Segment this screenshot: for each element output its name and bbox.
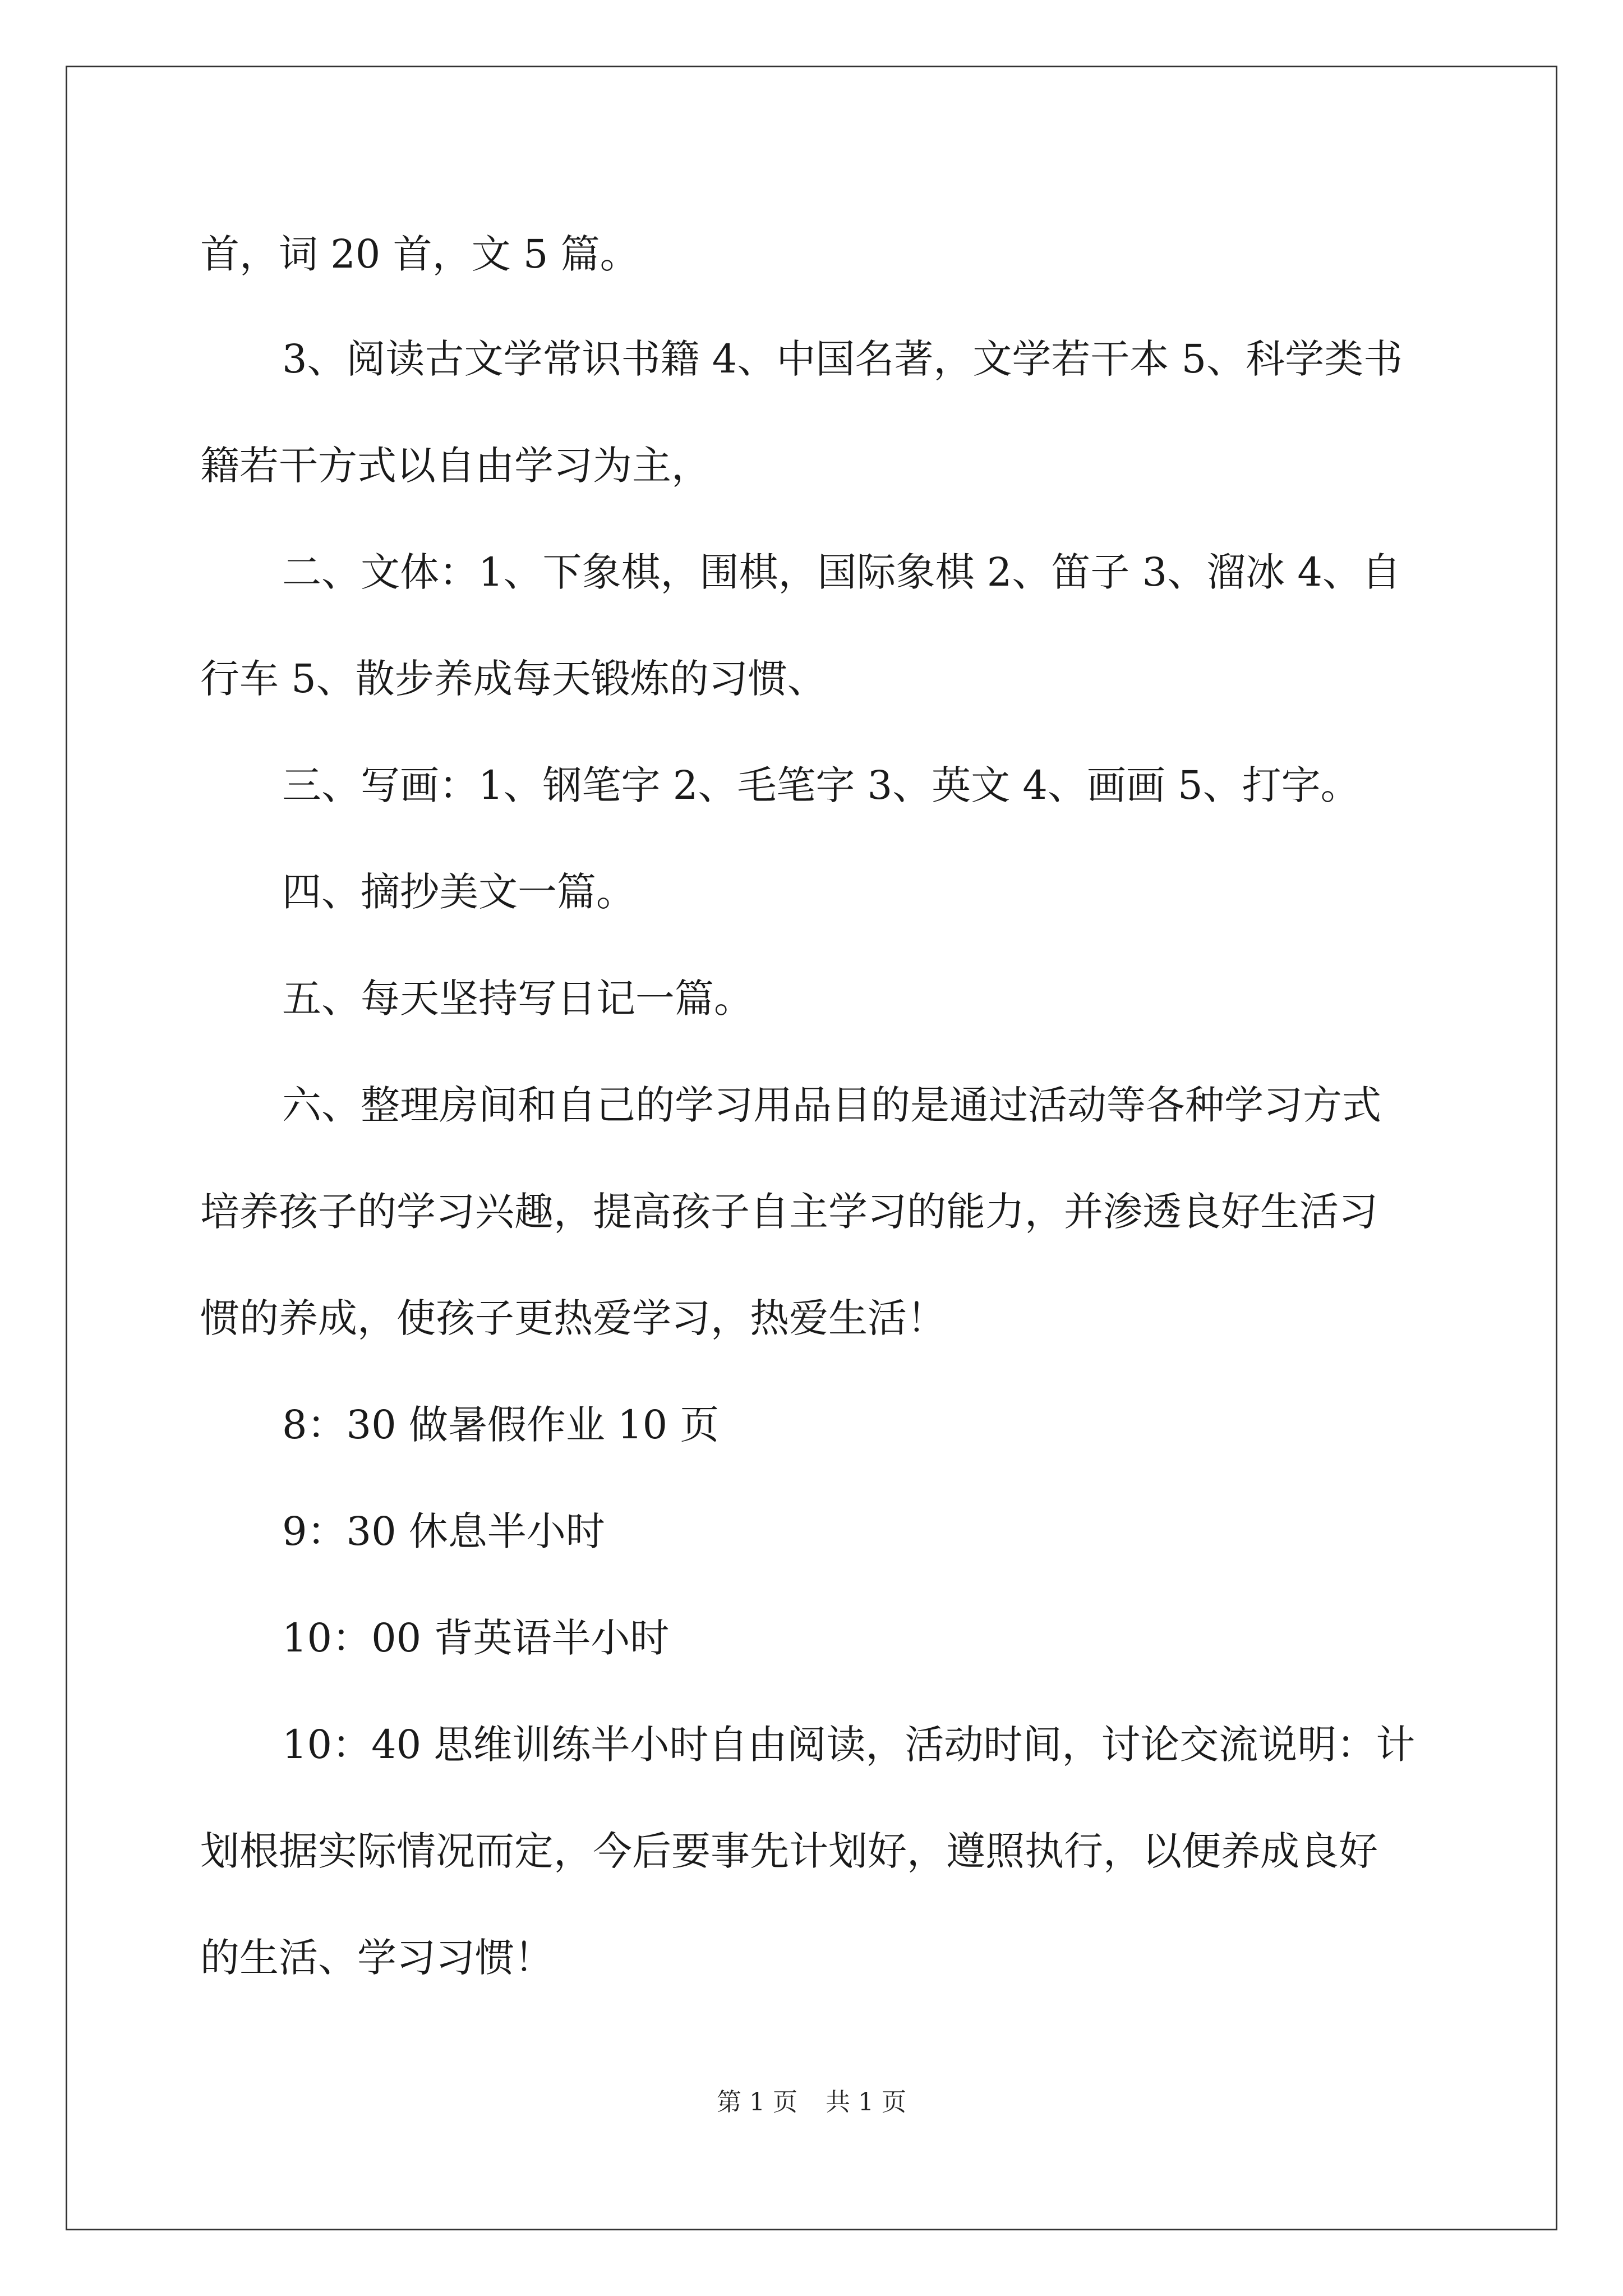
text-line: 行车 5、散步养成每天锻炼的习惯、: [200, 656, 827, 702]
text-line: 3、阅读古文学常识书籍 4、中国名著，文学若干本 5、科学类书: [282, 336, 1403, 382]
text-line: 划根据实际情况而定，今后要事先计划好，遵照执行，以便养成良好: [200, 1828, 1378, 1874]
text-line: 培养孩子的学习兴趣，提高孩子自主学习的能力，并渗透良好生活习: [200, 1189, 1378, 1235]
text-line: 籍若干方式以自由学习为主，: [200, 443, 711, 489]
page-total: 共 1 页: [826, 2088, 906, 2116]
text-line: 三、写画：1、钢笔字 2、毛笔字 3、英文 4、画画 5、打字。: [282, 762, 1360, 808]
page-number: 第 1 页: [717, 2088, 797, 2116]
text-line: 惯的养成，使孩子更热爱学习，热爱生活！: [200, 1295, 946, 1341]
text-line: 五、每天坚持写日记一篇。: [282, 976, 753, 1022]
text-line: 10：00 背英语半小时: [282, 1615, 670, 1661]
text-line: 四、摘抄美文一篇。: [282, 869, 635, 915]
text-line: 8：30 做暑假作业 10 页: [282, 1402, 720, 1448]
text-line: 的生活、学习习惯！: [200, 1935, 554, 1981]
text-line: 六、整理房间和自己的学习用品目的是通过活动等各种学习方式: [282, 1082, 1381, 1128]
text-line: 二、文体：1、下象棋，围棋，国际象棋 2、笛子 3、溜冰 4、自: [282, 549, 1401, 595]
page-border: [66, 66, 1557, 2230]
text-line: 10：40 思维训练半小时自由阅读，活动时间，讨论交流说明：计: [282, 1722, 1415, 1768]
text-line: 9：30 休息半小时: [282, 1508, 605, 1554]
page-footer: [0, 2086, 1623, 2119]
text-line: 首，词 20 首，文 5 篇。: [200, 231, 639, 277]
